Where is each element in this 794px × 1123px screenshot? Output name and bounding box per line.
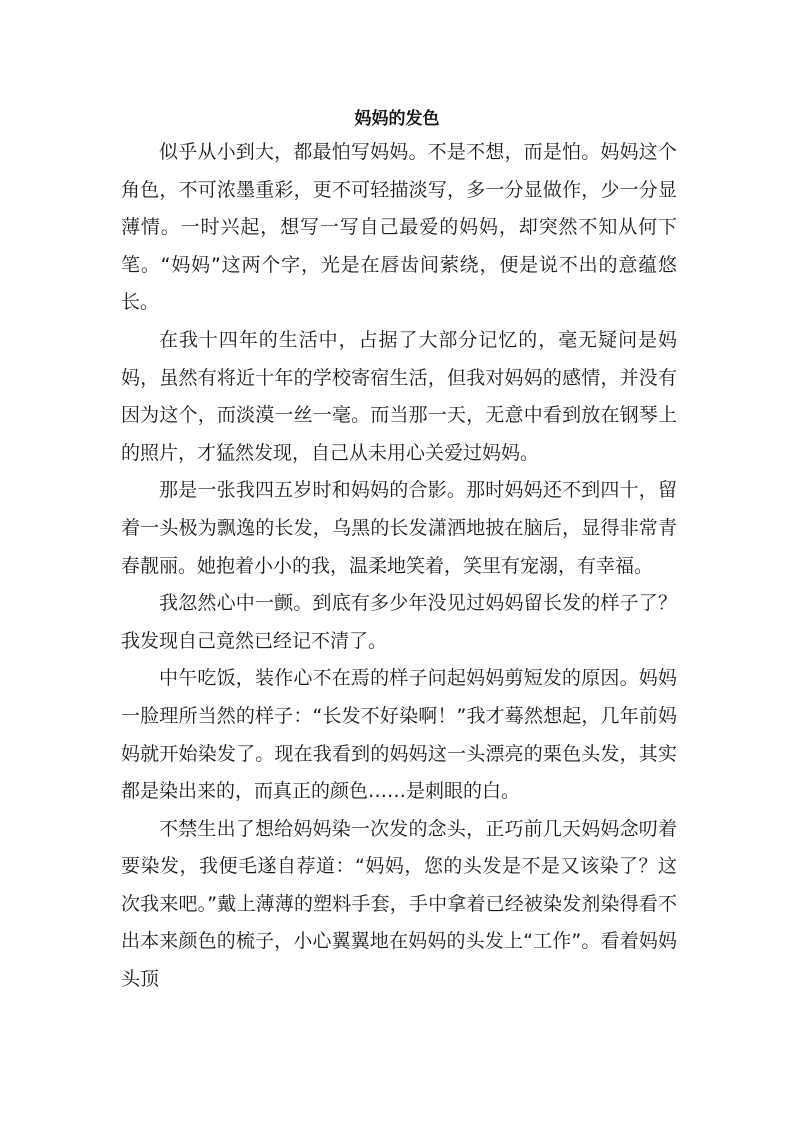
paragraph: 似乎从小到大，都最怕写妈妈。不是不想，而是怕。妈妈这个角色，不可浓墨重彩，更不可轻描淡写，多一分显做作，少一分显薄情。一时兴起，想写一写自己最爱的妈妈，却突然不知从何下笔。“妈妈”这两个字，光是在唇齿间萦绕，便是说不出的意蕴悠长。 — [121, 141, 677, 314]
essay-title: 妈妈的发色 — [354, 109, 440, 129]
paragraph: 中午吃饭，装作心不在焉的样子问起妈妈剪短发的原因。妈妈一脸理所当然的样子：“长发不好染啊！”我才蓦然想起，几年前妈妈就开始染发了。现在我看到的妈妈这一头漂亮的栗色头发，其实都是染出来的，而真正的颜色……是刺眼的白。 — [121, 667, 677, 803]
paragraph: 不禁生出了想给妈妈染一次发的念头，正巧前几天妈妈念叨着要染发，我便毛遂自荐道：“妈妈，您的头发是不是又该染了？这次我来吧。”戴上薄薄的塑料手套，手中拿着已经被染发剂染得看不出本来颜色的梳子，小心翼翼地在妈妈的头发上“工作”。看着妈妈头顶 — [121, 817, 677, 991]
paragraph: 在我十四年的生活中，占据了大部分记忆的，毫无疑问是妈妈，虽然有将近十年的学校寄宿生活，但我对妈妈的感情，并没有因为这个，而淡漠一丝一毫。而当那一天，无意中看到放在钢琴上的照片，才猛然发现，自己从未用心关爱过妈妈。 — [121, 328, 677, 464]
essay-body — [121, 134, 677, 999]
paragraph: 那是一张我四五岁时和妈妈的合影。那时妈妈还不到四十，留着一头极为飘逸的长发，乌黑的长发潇洒地披在脑后，显得非常青春靓丽。她抱着小小的我，温柔地笑着，笑里有宠溺，有幸福。 — [121, 479, 677, 577]
paragraph: 我忽然心中一颤。到底有多少年没见过妈妈留长发的样子了？我发现自己竟然已经记不清了。 — [121, 592, 677, 652]
